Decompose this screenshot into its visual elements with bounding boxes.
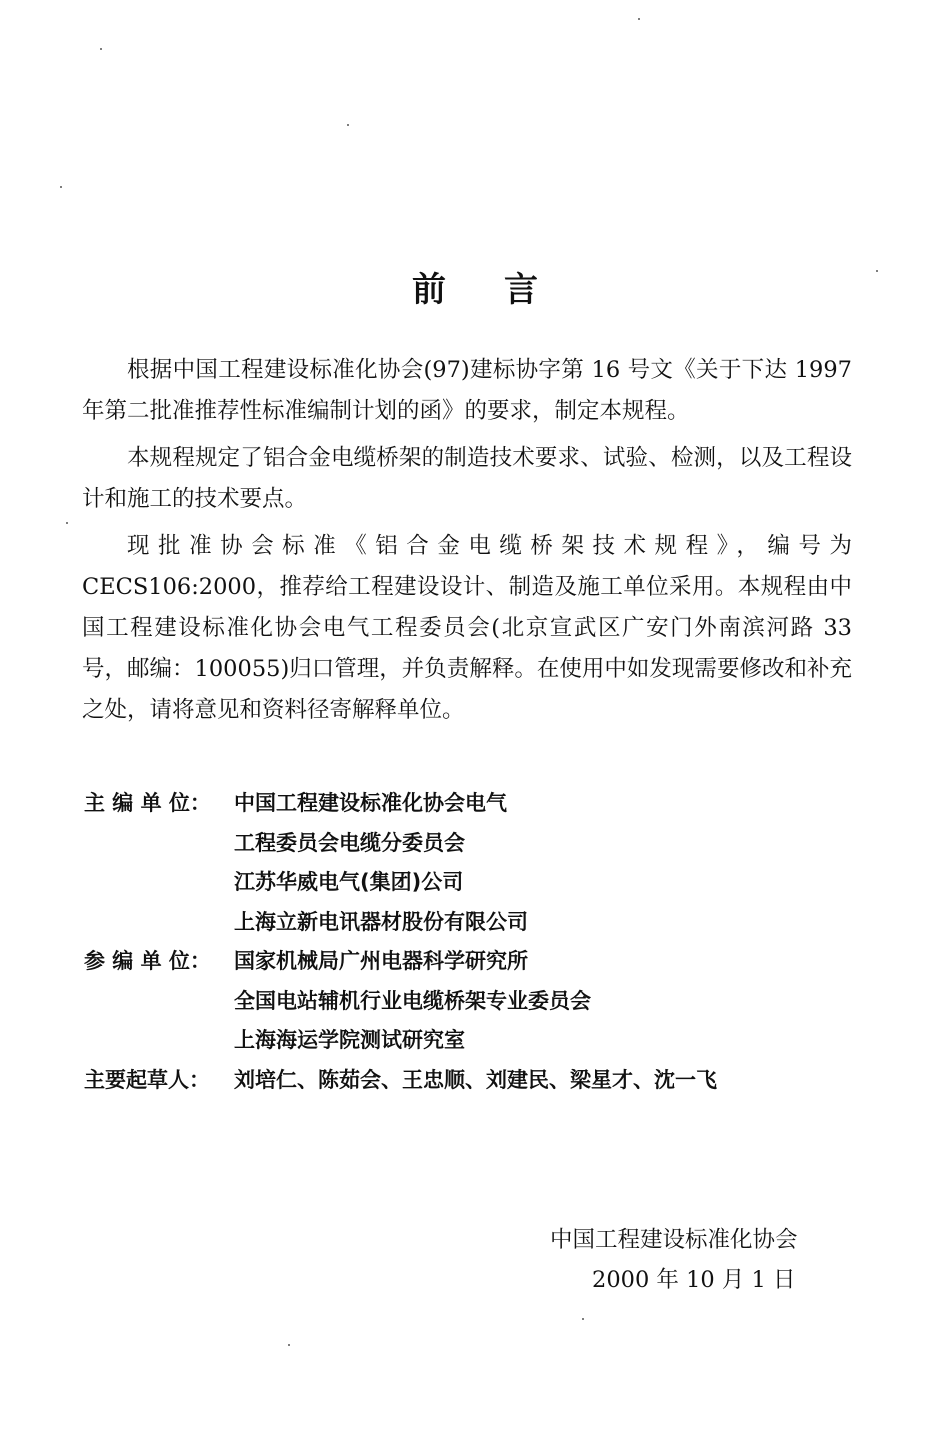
drafters-label: 主要起草人： [84,1067,210,1092]
signature-block [540,1220,860,1300]
participating-unit: 全国电站辅机行业电缆桥架专业委员会 [234,988,591,1013]
chief-unit: 江苏华威电气(集团)公司 [234,870,464,894]
signature-date: 2000 年 10 月 1 日 [592,1267,796,1293]
paragraph-approval: 现批准协会标准《铝合金电缆桥架技术规程》，编号为 CECS106:2000，推荐给工程建设设计、制造及施工单位采用。本规程由中国工程建设标准化协会电气工程委员会(北京宣武区广安门外南滨河路 33 号，邮编：100055)归口管理，并负责解释。在使用中如发现需要修改和补充之处，请将意见和资料径寄解释单位。 [82,533,852,723]
scan-speck [347,124,349,126]
chief-unit: 上海立新电讯器材股份有限公司 [234,909,528,934]
chief-label: 主 编 单 位： [84,791,211,815]
scan-speck [638,18,640,20]
main-drafters [84,1061,864,1101]
scan-speck [60,186,62,188]
credits-block [84,784,864,1100]
chief-unit: 工程委员会电缆分委员会 [234,830,465,855]
page-title: 前言 [412,270,596,310]
participating-label: 参 编 单 位： [84,949,211,973]
paragraph-mandate: 根据中国工程建设标准化协会(97)建标协字第 16 号文《关于下达 1997 年第二批准推荐性标准编制计划的函》的要求，制定本规程。 [82,357,852,424]
scan-speck [288,1344,290,1346]
participating-unit: 国家机械局广州电器科学研究所 [234,949,528,973]
scan-speck [582,1318,584,1320]
scan-speck [100,48,102,50]
chief-unit: 中国工程建设标准化协会电气 [234,791,507,815]
signature-organization: 中国工程建设标准化协会 [550,1227,798,1253]
participating-units [84,942,864,1061]
drafters-list: 刘培仁、陈茹会、王忠顺、刘建民、梁星才、沈一飞 [234,1067,717,1092]
scan-speck [66,522,68,524]
paragraph-scope: 本规程规定了铝合金电缆桥架的制造技术要求、试验、检测，以及工程设计和施工的技术要点。 [82,445,852,512]
preface-body [82,350,852,737]
participating-unit: 上海海运学院测试研究室 [234,1028,465,1052]
chief-editor-units [84,784,864,942]
